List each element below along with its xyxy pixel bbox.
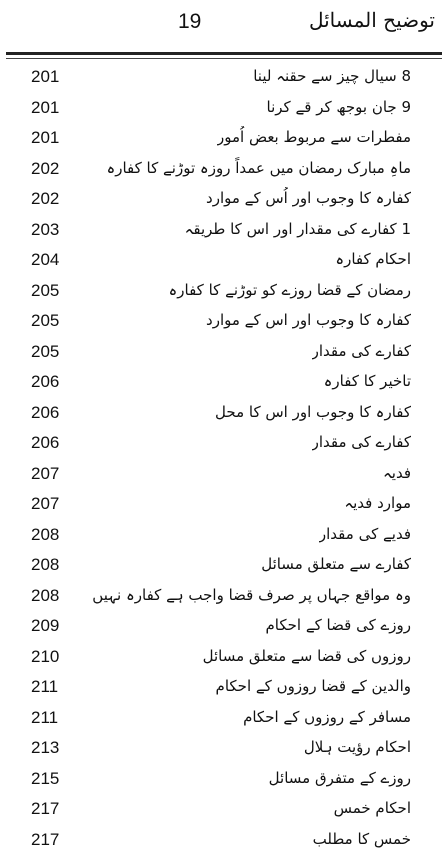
- toc-row: [0, 551, 447, 582]
- toc-entry-title: روزوں کی قضا سے متعلق مسائل: [202, 646, 411, 665]
- toc-entry-page: 211: [31, 707, 59, 727]
- header-rule-thin: [6, 58, 442, 59]
- toc-entry-title: مسافر کے روزوں کے احکام: [243, 707, 411, 726]
- toc-entry-title: احکام کفارہ: [335, 250, 411, 268]
- toc-entry-title: کفارہ کا وجوب اور اس کے موارد: [206, 311, 411, 329]
- toc-entry-title: احکام خمس: [333, 799, 411, 817]
- toc-entry-title: 9 جان بوجھ کر قے کرنا: [266, 97, 411, 116]
- toc-entry-title: خمس کا مطلب: [312, 829, 411, 848]
- toc-entry-title: مفطرات سے مربوط بعض اُمور: [216, 128, 411, 146]
- toc-entry-title: موارد فدیہ: [344, 494, 411, 512]
- toc-entry-page: 207: [31, 494, 60, 513]
- toc-row: [0, 490, 447, 521]
- toc-entry-title: روزے کے متفرق مسائل: [268, 768, 411, 787]
- toc-entry-title: 8 سیال چیز سے حقنہ لینا: [253, 67, 411, 85]
- toc-row: [0, 429, 447, 460]
- toc-entry-page: 204: [31, 250, 60, 269]
- toc-row: [0, 612, 447, 643]
- toc-entry-title: کفارہ کا وجوب اور اُس کے موارد: [206, 189, 411, 207]
- toc-entry-title: والدین کے قضا روزوں کے احکام: [215, 677, 411, 695]
- toc-row: [0, 795, 447, 826]
- toc-entry-title: احکام رؤیت ہلال: [303, 738, 411, 756]
- toc-entry-page: 210: [31, 646, 60, 666]
- toc-entry-title: تاخیر کا کفارہ: [323, 372, 411, 390]
- toc-entry-title: رمضان کے قضا روزے کو توڑنے کا کفارہ: [168, 280, 411, 299]
- toc-row: [0, 582, 447, 613]
- toc-entry-title: روزے کی قضا کے احکام: [265, 616, 411, 634]
- toc-row: [0, 216, 447, 247]
- toc-entry-page: 207: [31, 463, 60, 483]
- toc-entry-page: 205: [31, 311, 60, 330]
- toc-entry-page: 206: [31, 433, 60, 452]
- toc-entry-title: فدیے کی مقدار: [318, 524, 411, 543]
- toc-entry-page: 217: [31, 799, 60, 818]
- toc-row: [0, 734, 447, 765]
- toc-entry-page: 202: [31, 189, 60, 208]
- toc-entry-page: 208: [31, 555, 60, 574]
- toc-entry-page: 209: [31, 616, 60, 635]
- toc-row: [0, 673, 447, 704]
- toc-entry-title: 1 کفارے کی مقدار اور اس کا طریقہ: [184, 219, 411, 238]
- toc-entry-title: کفارے کی مقدار: [311, 341, 411, 360]
- toc-entry-page: 208: [31, 585, 60, 605]
- page-number: 19: [178, 10, 202, 33]
- toc-row: [0, 94, 447, 125]
- toc-entry-title: وہ مواقع جہاں پر صرف قضا واجب ہے کفارہ نہیں: [92, 585, 411, 604]
- toc-entry-page: 215: [31, 768, 60, 788]
- toc-entry-page: 201: [31, 97, 60, 117]
- toc-entry-page: 208: [31, 524, 60, 544]
- toc-row: [0, 399, 447, 430]
- toc-row: [0, 124, 447, 155]
- toc-row: [0, 185, 447, 216]
- toc-row: [0, 63, 447, 94]
- header-rule: [6, 52, 442, 55]
- toc-entry-title: ماہِ مبارک رمضان میں عمداً روزہ توڑنے کا کفارہ: [106, 158, 411, 177]
- toc-entry-page: 217: [31, 829, 60, 849]
- toc-entry-page: 203: [31, 219, 60, 239]
- toc-row: [0, 307, 447, 338]
- toc-entry-page: 206: [31, 372, 60, 391]
- toc-row: [0, 765, 447, 796]
- toc-entry-page: 205: [31, 280, 60, 300]
- toc-entry-page: 201: [31, 67, 60, 86]
- toc-entry-page: 213: [31, 738, 60, 757]
- toc-entry-title: کفارے سے متعلق مسائل: [261, 555, 411, 573]
- toc-row: [0, 521, 447, 552]
- toc-row: [0, 277, 447, 308]
- toc-entry-page: 201: [31, 128, 60, 147]
- toc-entry-page: 211: [31, 677, 59, 696]
- toc-row: [0, 643, 447, 674]
- toc-row: [0, 246, 447, 277]
- toc-entry-title: کفارہ کا وجوب اور اس کا محل: [215, 402, 411, 421]
- toc-entry-page: 205: [31, 341, 60, 361]
- toc-entry-page: 206: [31, 402, 60, 422]
- toc-entry-page: 202: [31, 158, 60, 178]
- toc-row: [0, 338, 447, 369]
- toc-entry-title: فدیہ: [382, 463, 411, 482]
- toc-row: [0, 826, 447, 857]
- book-title: توضیح المسائل: [308, 8, 435, 32]
- toc-row: [0, 460, 447, 491]
- toc-row: [0, 704, 447, 735]
- toc-entry-title: کفارے کی مقدار: [311, 433, 411, 451]
- toc-row: [0, 368, 447, 399]
- toc-row: [0, 155, 447, 186]
- table-of-contents: [0, 63, 447, 856]
